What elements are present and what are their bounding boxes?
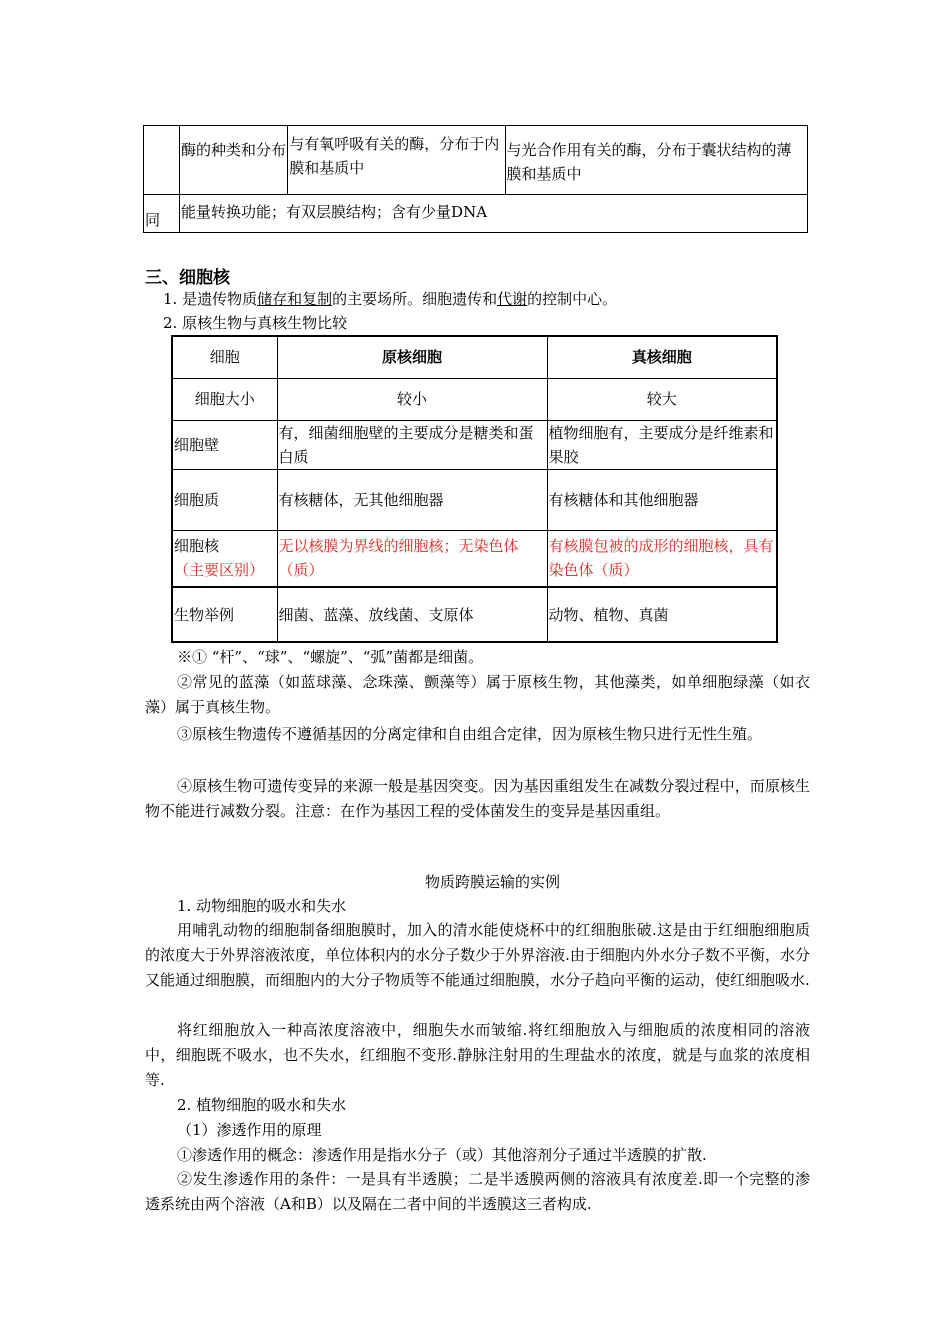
subheading: （1）渗透作用的原理 xyxy=(177,1121,322,1139)
compare-intro: 2. 原核生物与真核生物比较 xyxy=(163,314,348,332)
label-line: 细胞核 xyxy=(174,537,220,556)
row-label: 细胞质 xyxy=(172,469,277,530)
note-1: ※① “杆”、“球”、“螺旋”、“弧”菌都是细菌。 xyxy=(177,648,484,666)
row-label: 生物举例 xyxy=(172,587,277,642)
table-cell: 同 xyxy=(144,195,180,233)
table-cell: 有核糖体和其他细胞器 xyxy=(547,469,777,530)
header-cell: 真核细胞 xyxy=(547,336,777,378)
paragraph: 用哺乳动物的细胞制备细胞膜时，加入的清水能使烧杯中的红细胞胀破.这是由于红细胞细胞质的浓度大于外界溶液浓度，单位体积内的水分子数少于外界溶液.由于细胞内外水分子数不平衡，水分又能通过细胞膜，而细胞内的大分子物质等不能通过细胞膜，水分子趋向平衡的运动，使红细胞吸水. xyxy=(145,921,810,989)
table-cell: 植物细胞有，主要成分是纤维素和果胶 xyxy=(547,420,777,469)
row-label: 细胞壁 xyxy=(172,420,277,469)
table-cell: 能量转换功能；有双层膜结构；含有少量DNA xyxy=(180,195,808,233)
note-3: ③原核生物遗传不遵循基因的分离定律和自由组合定律，因为原核生物只进行无性生殖。 xyxy=(177,725,763,743)
note-4: ④原核生物可遗传变异的来源一般是基因突变。因为基因重组发生在减数分裂过程中，而原核生物不能进行减数分裂。注意：在作为基因工程的受体菌发生的变异是基因重组。 xyxy=(145,777,810,820)
organelle-comparison-table xyxy=(143,125,808,233)
table-cell: 与光合作用有关的酶，分布于囊状结构的薄膜和基质中 xyxy=(505,126,807,195)
header-cell: 原核细胞 xyxy=(277,336,547,378)
table-cell: 与有氧呼吸有关的酶，分布于内膜和基质中 xyxy=(288,126,505,195)
subheading: 2. 植物细胞的吸水和失水 xyxy=(177,1096,347,1114)
note-2: ②常见的蓝藻（如蓝球藻、念珠藻、颤藻等）属于原核生物，其他藻类，如单细胞绿藻（如衣藻）属于真核生物。 xyxy=(145,673,810,716)
table-cell: 有核糖体，无其他细胞器 xyxy=(277,469,547,530)
table-cell: 细菌、蓝藻、放线菌、支原体 xyxy=(277,587,547,642)
table-cell: 较大 xyxy=(547,378,777,420)
section-title: 物质跨膜运输的实例 xyxy=(424,873,560,891)
text: 的主要场所。细胞遗传和 xyxy=(332,290,498,308)
row-label: 细胞大小 xyxy=(172,378,277,420)
table-cell: 酶的种类和分布 xyxy=(180,126,288,195)
table-cell: 动物、植物、真菌 xyxy=(547,587,777,642)
subheading: 1. 动物细胞的吸水和失水 xyxy=(177,897,347,915)
underlined-text: 代谢 xyxy=(497,290,528,308)
paragraph: 将红细胞放入一种高浓度溶液中，细胞失水而皱缩.将红细胞放入与细胞质的浓度相同的溶液中，细胞既不吸水，也不失水，红细胞不变形.静脉注射用的生理盐水的浓度，就是与血浆的浓度相等. xyxy=(145,1021,810,1089)
table-cell-red: 无以核膜为界线的细胞核；无染色体（质） xyxy=(277,530,547,587)
table-cell xyxy=(144,126,180,195)
row-label xyxy=(172,530,277,587)
text: 1. 是遗传物质 xyxy=(163,290,258,308)
table-cell: 较小 xyxy=(277,378,547,420)
label-line-red: （主要区别） xyxy=(174,561,265,580)
paragraph: ①渗透作用的概念：渗透作用是指水分子（或）其他溶剂分子通过半透膜的扩散. xyxy=(177,1146,707,1164)
text: 的控制中心。 xyxy=(527,290,618,308)
header-cell: 细胞 xyxy=(172,336,277,378)
table-cell-red: 有核膜包被的成形的细胞核，具有染色体（质） xyxy=(547,530,777,587)
section-heading: 三、细胞核 xyxy=(145,268,230,288)
prokaryote-eukaryote-table xyxy=(171,335,778,643)
nucleus-function-line xyxy=(163,287,617,311)
paragraph: ②发生渗透作用的条件：一是具有半透膜；二是半透膜两侧的溶液具有浓度差.即一个完整的渗透系统由两个溶液（A和B）以及隔在二者中间的半透膜这三者构成. xyxy=(145,1170,810,1213)
table-cell: 有，细菌细胞壁的主要成分是糖类和蛋白质 xyxy=(277,420,547,469)
underlined-text: 储存和复制 xyxy=(257,290,333,308)
